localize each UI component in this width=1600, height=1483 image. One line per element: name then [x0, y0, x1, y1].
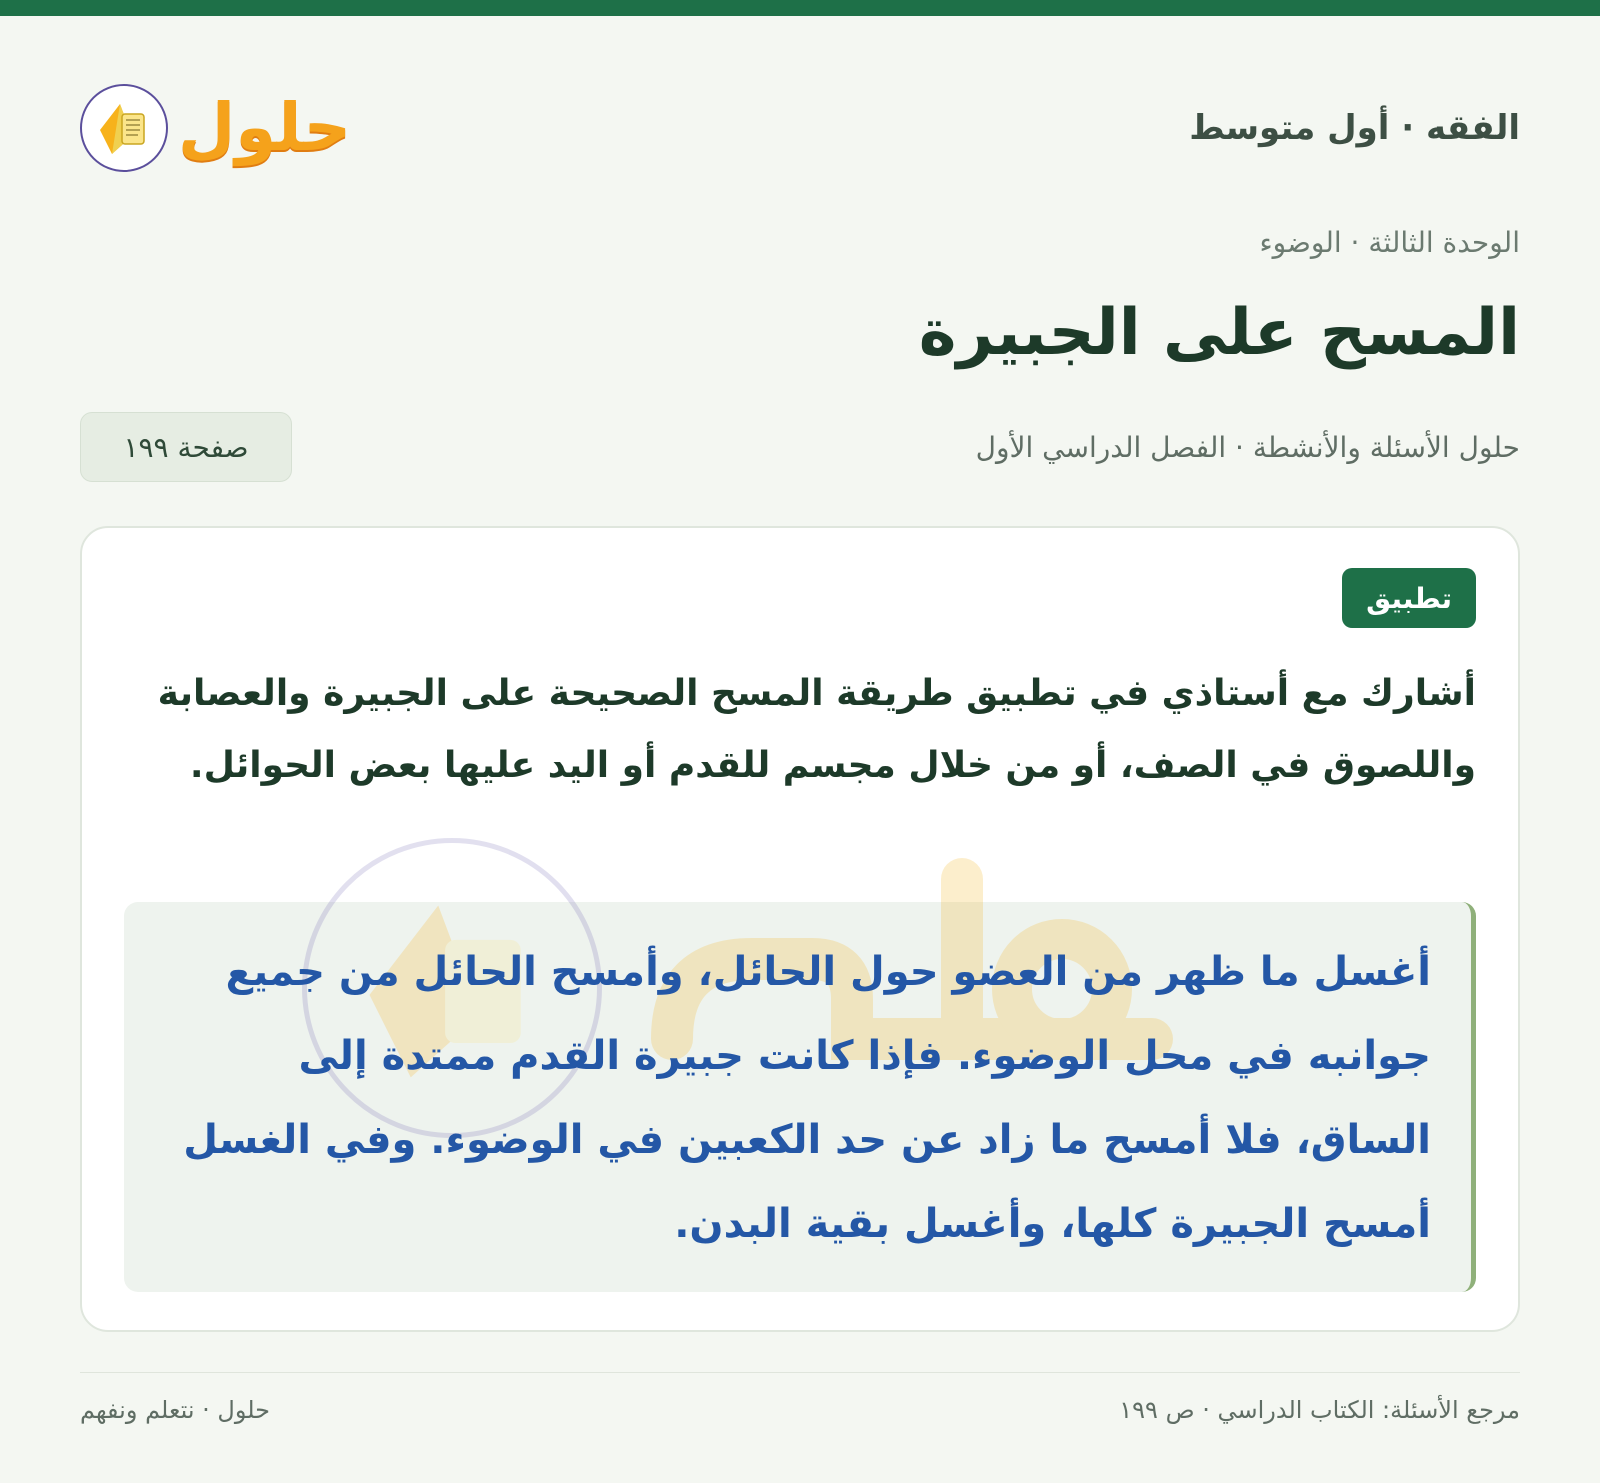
top-accent-bar — [0, 0, 1600, 16]
logo-book-icon — [80, 84, 168, 172]
page-title: المسح على الجبيرة — [918, 296, 1520, 370]
question-card — [80, 526, 1520, 1332]
breadcrumb: الوحدة الثالثة · الوضوء — [1259, 226, 1520, 259]
answer-box — [124, 902, 1476, 1292]
page-number-badge: صفحة ١٩٩ — [80, 412, 292, 482]
question-text: أشارك مع أستاذي في تطبيق طريقة المسح الصحيحة على الجبيرة والعصابة واللصوق في الصف، أو من خلال مجسم للقدم أو اليد عليها بعض الحوائل. — [157, 673, 1476, 786]
subject-grade-label: الفقه · أول متوسط — [1189, 108, 1520, 148]
logo-wordmark: حلول — [178, 89, 352, 166]
header — [80, 68, 1520, 188]
footer — [80, 1396, 1520, 1424]
source-label: حلول الأسئلة والأنشطة · الفصل الدراسي الأول — [975, 430, 1520, 464]
footer-divider — [80, 1372, 1520, 1373]
footer-reference: مرجع الأسئلة: الكتاب الدراسي · ص ١٩٩ — [1119, 1396, 1520, 1424]
answer-text: أغسل ما ظهر من العضو حول الحائل، وأمسح الحائل من جميع جوانبه في محل الوضوء. فإذا كانت جبيرة القدم ممتدة إلى الساق، فلا أمسح ما زاد عن حد الكعبين في الوضوء. وفي الغسل أمسح الجبيرة كلها، وأغسل بقية البدن. — [183, 949, 1431, 1247]
meta-row — [80, 412, 1520, 482]
footer-brand[interactable]: حلول · نتعلم ونفهم — [80, 1396, 270, 1424]
activity-tag: تطبيق — [1342, 568, 1476, 628]
site-logo[interactable] — [80, 84, 351, 172]
